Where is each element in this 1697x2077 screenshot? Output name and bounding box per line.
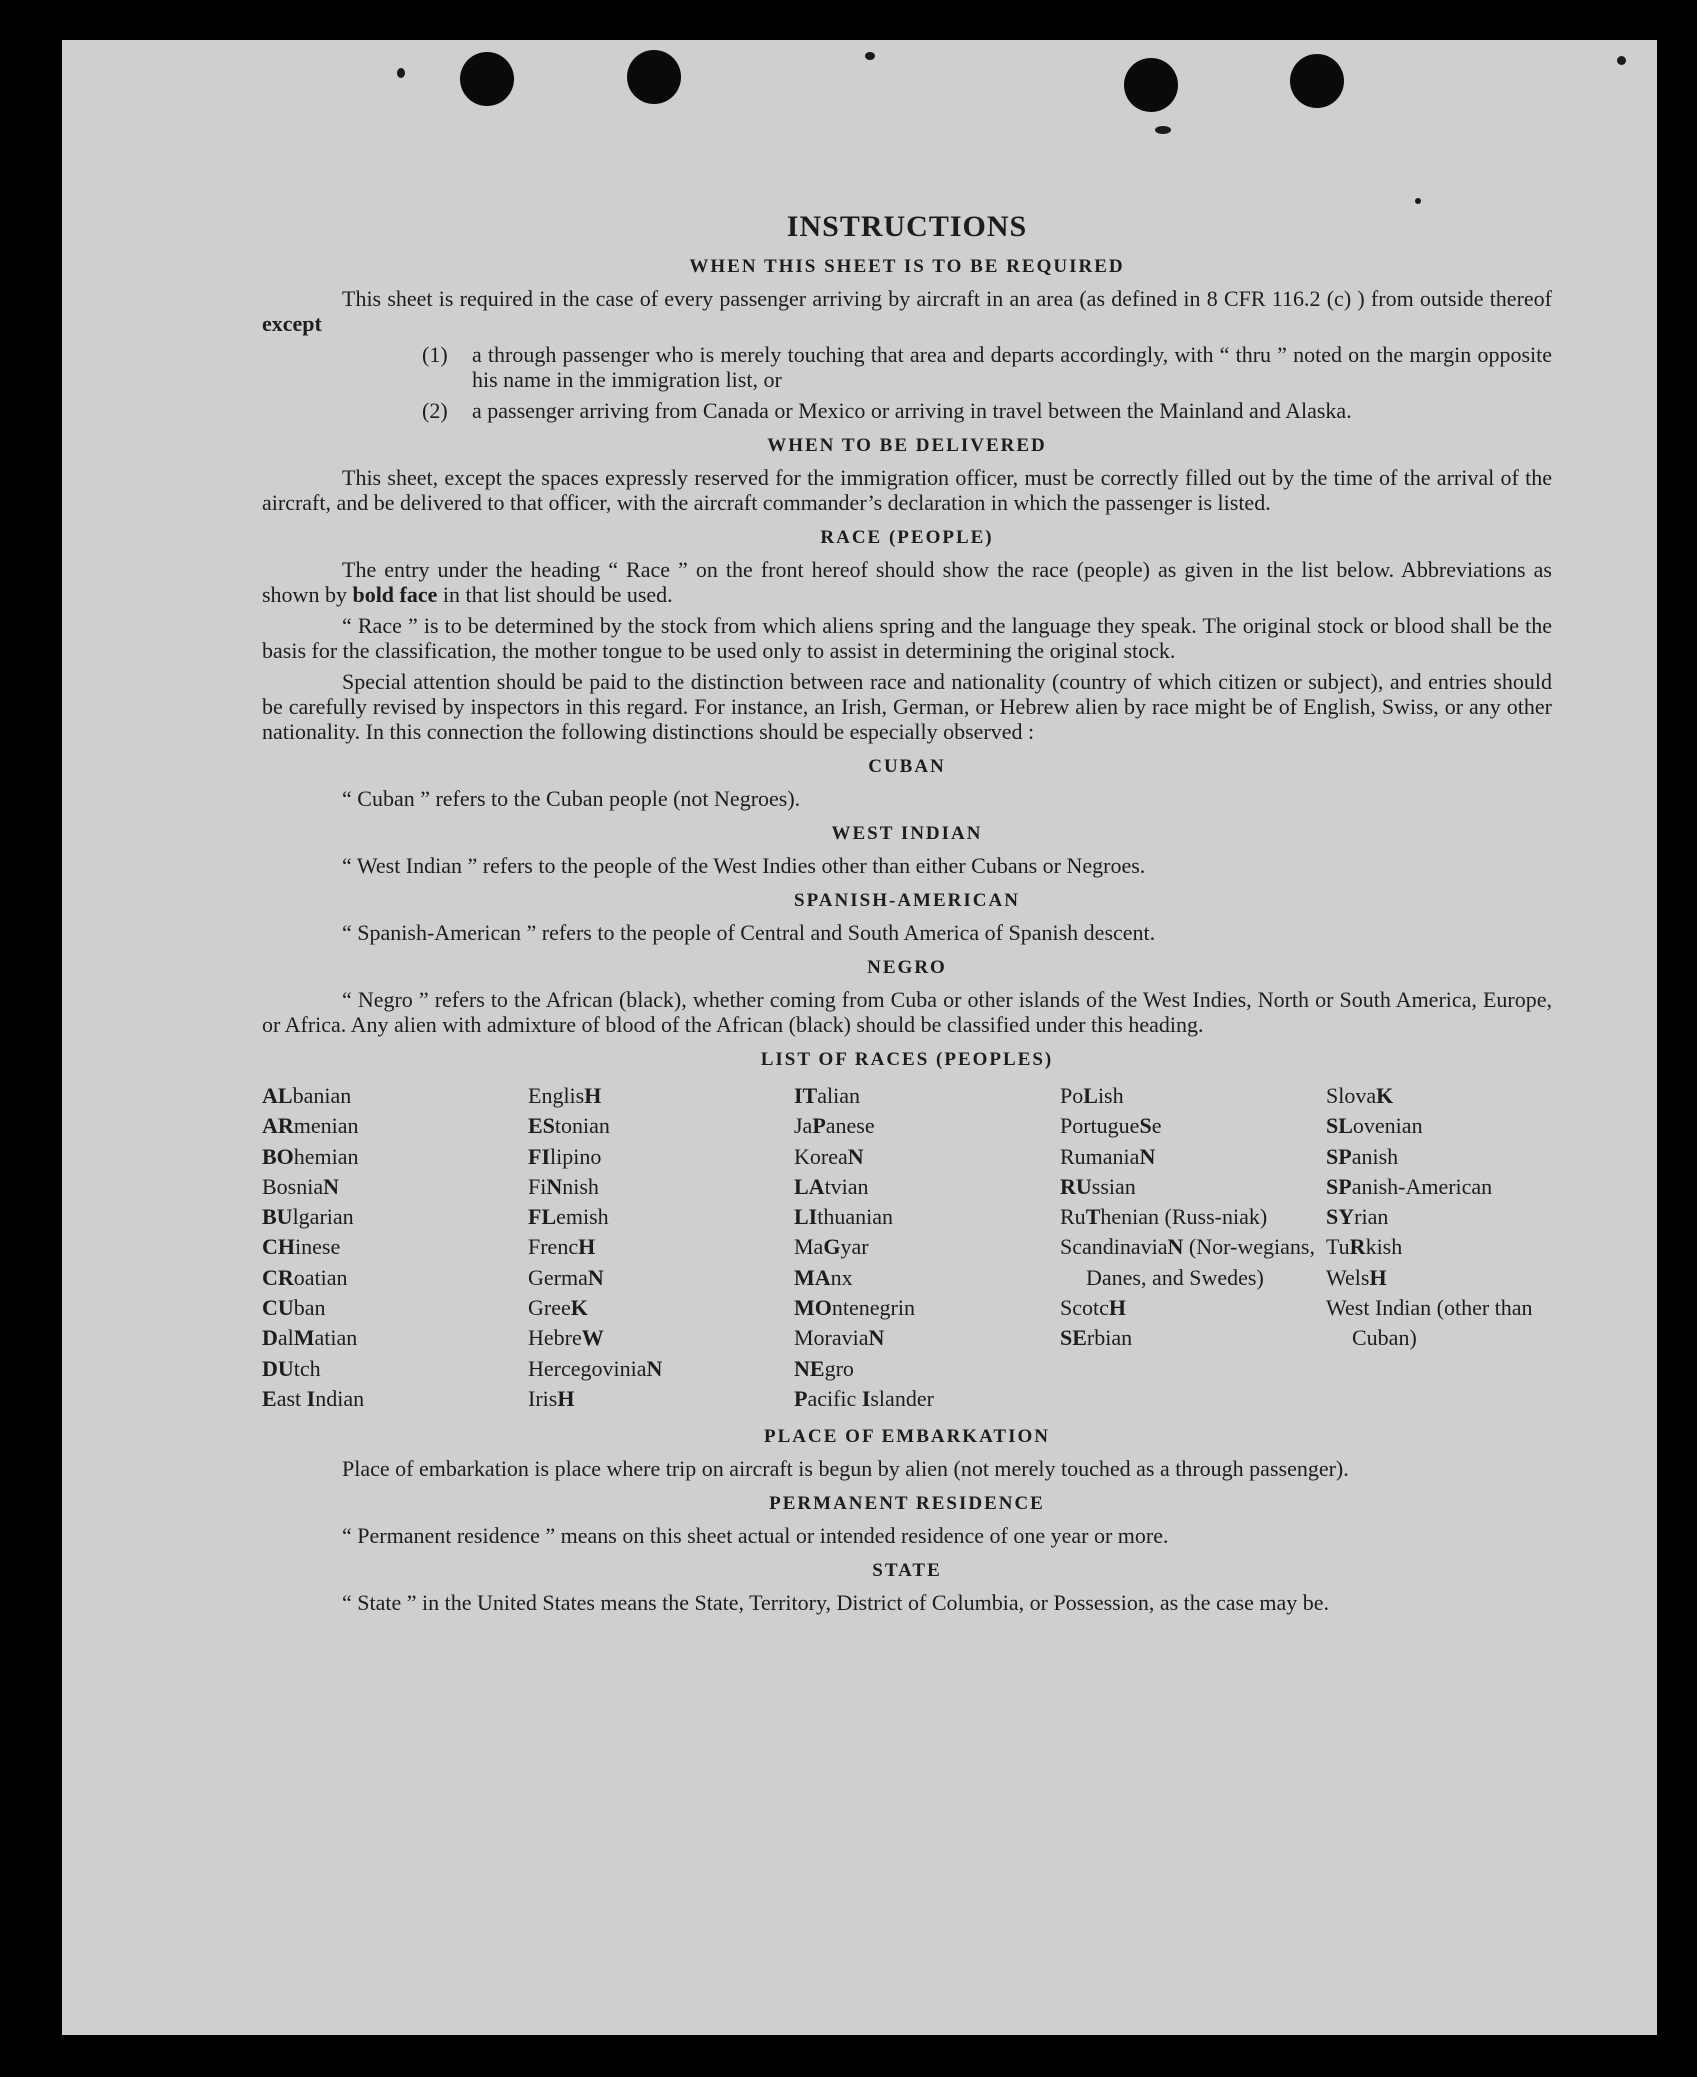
race-name-part: tvian	[824, 1173, 869, 1199]
race-abbreviation: N	[1167, 1234, 1184, 1260]
race-abbreviation: I	[861, 1385, 871, 1411]
race-name-part: yar	[840, 1234, 869, 1260]
punch-hole	[1290, 54, 1344, 108]
spanish-american-text: “ Spanish-American ” refers to the people of Central and South America of Spanish descent.	[342, 920, 1156, 945]
punch-hole	[627, 50, 681, 104]
ink-speck	[865, 52, 875, 60]
race-abbreviation: CH	[262, 1234, 295, 1260]
race-entry	[1326, 1172, 1556, 1202]
race-abbreviation: W	[581, 1325, 604, 1351]
race-name-part: Ja	[794, 1113, 813, 1139]
race-name-part: Hercegovinia	[528, 1355, 647, 1381]
race-abbreviation: CU	[262, 1295, 294, 1321]
race-entry	[262, 1172, 528, 1202]
race-name-part: nx	[830, 1264, 853, 1290]
page-title: INSTRUCTIONS	[786, 210, 1028, 243]
race-name-part: menian	[293, 1113, 359, 1139]
race-name-part: Ma	[794, 1234, 824, 1260]
ink-speck	[1617, 56, 1626, 65]
race-name-part: slander	[870, 1385, 934, 1411]
race-entry	[262, 1081, 528, 1111]
race-name-part: banian	[292, 1083, 352, 1108]
race-abbreviation: LI	[794, 1204, 818, 1230]
exception-item: (2) a passenger arriving from Canada or Mexico or arriving in travel between the Mainland and Alaska.	[422, 398, 1352, 423]
race-name-part: henian (Russ-niak)	[1100, 1204, 1268, 1230]
race-abbreviation: SE	[1060, 1325, 1087, 1351]
race-entry	[262, 1263, 528, 1293]
race-name-part: gro	[824, 1355, 854, 1381]
race-paragraph-2: “ Race ” is to be determined by the stock from which aliens spring and the language they speak. The original stock or blood shall be the basis for the classification, the mother tongue to be used only to assist in determining the original stock.	[262, 613, 1552, 663]
race-name-part: atian	[314, 1325, 358, 1351]
race-abbreviation: H	[557, 1385, 575, 1411]
race-name-part: Scandinavia	[1060, 1234, 1168, 1260]
race-name-part: Hebre	[528, 1325, 582, 1351]
race-entry	[794, 1354, 1060, 1384]
race-abbreviation: AL	[262, 1083, 293, 1108]
state-text: “ State ” in the United States means the State, Territory, District of Columbia, or Possession, as the case may be.	[342, 1590, 1330, 1616]
race-abbreviation: BO	[262, 1143, 294, 1169]
race-entry	[1326, 1263, 1556, 1293]
heading-race: RACE (PEOPLE)	[820, 527, 994, 548]
race-entry	[794, 1384, 1060, 1414]
race-entry	[794, 1323, 1060, 1353]
race-name-part: Rumania	[1060, 1143, 1140, 1169]
race-abbreviation: H	[1369, 1264, 1387, 1290]
race-abbreviation: AR	[262, 1113, 294, 1139]
race-entry	[262, 1111, 528, 1141]
race-entry	[794, 1293, 1060, 1323]
race-entry	[528, 1111, 794, 1141]
race-name-part: nish	[562, 1173, 599, 1199]
race-name-part: anese	[825, 1113, 875, 1139]
race-abbreviation: H	[1108, 1295, 1127, 1321]
race-name-part: anish-American	[1351, 1173, 1493, 1199]
race-abbreviation: SP	[1326, 1173, 1352, 1199]
race-entry	[794, 1172, 1060, 1202]
race-entry	[1060, 1142, 1326, 1172]
race-entry	[528, 1081, 794, 1111]
negro-text: “ Negro ” refers to the African (black), whether coming from Cuba or other islands of the West Indies, North or South America, Europe, or Africa. Any alien with admixture of blood of the African (black) should be classified under this heading.	[262, 987, 1552, 1037]
heading-embarkation: PLACE OF EMBARKATION	[764, 1426, 1050, 1448]
race-entry	[1060, 1232, 1326, 1293]
race-abbreviation: K	[1376, 1083, 1394, 1108]
race-abbreviation: E	[262, 1385, 277, 1411]
race-abbreviation: S	[1139, 1113, 1152, 1139]
race-entry	[1326, 1142, 1556, 1172]
ink-speck	[397, 68, 405, 78]
heading-list-of-races: LIST OF RACES (PEOPLES)	[760, 1049, 1054, 1070]
race-abbreviation: N	[323, 1173, 340, 1199]
race-name-part: al	[277, 1325, 294, 1351]
document-page	[62, 40, 1657, 2035]
race-name-part: ban	[293, 1295, 326, 1321]
race-entry	[528, 1384, 794, 1414]
race-column	[794, 1081, 1060, 1414]
cuban-text: “ Cuban ” refers to the Cuban people (not Negroes).	[342, 786, 801, 811]
race-abbreviation: SP	[1326, 1143, 1352, 1169]
race-entry	[1060, 1172, 1326, 1202]
race-name-part: West Indian (other than Cuban)	[1326, 1295, 1533, 1351]
heading-cuban: CUBAN	[868, 756, 946, 777]
race-paragraph-1: The entry under the heading “ Race ” on the front hereof should show the race (people) as given in the list below. Abbreviations as shown by bold face in that list should be used.	[262, 557, 1552, 607]
race-name-part: tonian	[554, 1113, 610, 1139]
race-name-part: ish	[1097, 1083, 1124, 1108]
race-name-part: Korea	[794, 1143, 848, 1169]
race-abbreviation: SY	[1326, 1204, 1355, 1230]
race-name-part: Moravia	[794, 1325, 869, 1351]
race-abbreviation: L	[1083, 1083, 1098, 1108]
race-name-part: lipino	[550, 1143, 602, 1169]
race-name-part: Scotc	[1060, 1295, 1109, 1321]
race-entry	[262, 1142, 528, 1172]
race-abbreviation: G	[823, 1234, 841, 1260]
race-abbreviation: N	[847, 1143, 864, 1169]
race-column	[1060, 1081, 1326, 1414]
race-entry	[262, 1293, 528, 1323]
race-entry	[1060, 1111, 1326, 1141]
race-entry	[1326, 1202, 1556, 1232]
race-entry	[794, 1263, 1060, 1293]
race-entry	[528, 1172, 794, 1202]
race-name-part: oatian	[293, 1264, 348, 1290]
race-name-part: ntenegrin	[831, 1295, 915, 1321]
race-name-part: Slova	[1326, 1083, 1377, 1108]
race-entry	[1326, 1293, 1556, 1354]
race-abbreviation: DU	[262, 1355, 294, 1381]
race-name-part: ssian	[1091, 1173, 1136, 1199]
race-entry	[1060, 1293, 1326, 1323]
race-entry	[262, 1323, 528, 1353]
race-name-part: anish	[1351, 1143, 1399, 1169]
race-abbreviation: N	[587, 1264, 604, 1290]
race-column	[1326, 1081, 1556, 1414]
race-abbreviation: LA	[794, 1173, 825, 1199]
race-name-part: (Nor-wegians, Danes, and Swedes)	[1086, 1234, 1315, 1290]
race-name-part: thuanian	[817, 1204, 894, 1230]
race-abbreviation: P	[794, 1385, 808, 1411]
race-abbreviation: P	[812, 1113, 826, 1139]
race-abbreviation: SL	[1326, 1113, 1353, 1139]
race-abbreviation: N	[868, 1325, 885, 1351]
race-name-part: kish	[1365, 1234, 1403, 1260]
permanent-residence-text: “ Permanent residence ” means on this sheet actual or intended residence of one year or more.	[342, 1523, 1169, 1549]
race-name-part: e	[1151, 1113, 1162, 1139]
race-name-part: Frenc	[528, 1234, 579, 1260]
punch-hole	[460, 52, 514, 106]
race-name-part: inese	[295, 1234, 341, 1260]
race-abbreviation: H	[584, 1083, 602, 1108]
heading-west-indian: WEST INDIAN	[831, 823, 983, 844]
race-entry	[1326, 1232, 1556, 1262]
race-abbreviation: ES	[528, 1113, 555, 1139]
race-entry	[262, 1354, 528, 1384]
race-name-part: Ru	[1060, 1204, 1086, 1230]
race-name-part: lgarian	[292, 1204, 354, 1230]
race-name-part: Germa	[528, 1264, 588, 1290]
race-column	[528, 1081, 794, 1414]
race-name-part: Tu	[1326, 1234, 1350, 1260]
race-name-part: emish	[556, 1204, 609, 1230]
race-name-part: acific	[807, 1385, 862, 1411]
race-entry	[1060, 1202, 1326, 1232]
heading-state: STATE	[872, 1560, 942, 1582]
heading-when-required: WHEN THIS SHEET IS TO BE REQUIRED	[689, 256, 1125, 277]
race-abbreviation: N	[546, 1173, 563, 1199]
race-abbreviation: FI	[528, 1143, 550, 1169]
race-entry	[528, 1293, 794, 1323]
race-name-part: Gree	[528, 1295, 571, 1321]
punch-hole	[1124, 58, 1178, 112]
race-name-part: Bosnia	[262, 1173, 324, 1199]
race-abbreviation: CR	[262, 1264, 294, 1290]
race-entry	[794, 1142, 1060, 1172]
race-name-part: hemian	[293, 1143, 359, 1169]
race-name-part: ndian	[315, 1385, 365, 1411]
race-abbreviation: NE	[794, 1355, 825, 1381]
race-paragraph-3: Special attention should be paid to the distinction between race and nationality (country of which citizen or subject), and entries should be carefully revised by inspectors in this regard. For instance, an Irish, German, or Hebrew alien by race might be of English, Swiss, or any other nationality. In this connection the following distinctions should be especially observed :	[262, 669, 1552, 744]
race-abbreviation: N	[1139, 1143, 1156, 1169]
race-entry	[528, 1323, 794, 1353]
race-name-part: Englis	[528, 1083, 585, 1108]
race-entry	[794, 1081, 1060, 1111]
race-name-part: Wels	[1326, 1264, 1370, 1290]
race-entry	[794, 1232, 1060, 1262]
heading-spanish-american: SPANISH-AMERICAN	[794, 890, 1020, 911]
race-entry	[1060, 1081, 1326, 1111]
ink-speck	[1415, 198, 1421, 204]
exception-item: (1) a through passenger who is merely touching that area and departs accordingly, with “ thru ” noted on the margin opposite his name in the immigration list, or	[422, 342, 1552, 392]
race-abbreviation: FL	[528, 1204, 557, 1230]
heading-negro: NEGRO	[867, 957, 947, 978]
when-delivered-text: This sheet, except the spaces expressly reserved for the immigration officer, must be correctly filled out by the time of the arrival of the aircraft, and be delivered to that officer, with the aircraft commander’s declaration in which the passenger is listed.	[262, 465, 1552, 515]
race-abbreviation: M	[293, 1325, 315, 1351]
race-entry	[262, 1202, 528, 1232]
race-entry	[262, 1232, 528, 1262]
race-name-part: ovenian	[1352, 1113, 1423, 1139]
west-indian-text: “ West Indian ” refers to the people of the West Indies other than either Cubans or Negroes.	[342, 853, 1146, 878]
heading-permanent-residence: PERMANENT RESIDENCE	[769, 1493, 1045, 1515]
heading-when-delivered: WHEN TO BE DELIVERED	[767, 435, 1047, 456]
race-abbreviation: MO	[794, 1295, 832, 1321]
race-abbreviation: K	[570, 1295, 588, 1321]
race-abbreviation: IT	[794, 1083, 818, 1108]
race-entry	[1060, 1323, 1326, 1353]
instructions-body	[262, 210, 1552, 1615]
race-entry	[794, 1111, 1060, 1141]
race-name-part: Portugue	[1060, 1113, 1140, 1139]
race-name-part: rian	[1354, 1204, 1389, 1230]
list-of-races	[262, 1081, 1552, 1414]
race-name-part: Fi	[528, 1173, 547, 1199]
race-entry	[528, 1354, 794, 1384]
race-entry	[528, 1202, 794, 1232]
race-abbreviation: RU	[1060, 1173, 1092, 1199]
race-entry	[1326, 1081, 1556, 1111]
race-abbreviation: D	[262, 1325, 278, 1351]
race-entry	[794, 1202, 1060, 1232]
embarkation-text: Place of embarkation is place where trip on aircraft is begun by alien (not merely touched as a through passenger).	[342, 1456, 1349, 1482]
race-entry	[1326, 1111, 1556, 1141]
race-abbreviation: R	[1349, 1234, 1366, 1260]
race-name-part: alian	[817, 1083, 861, 1108]
race-entry	[262, 1384, 528, 1414]
race-abbreviation: BU	[262, 1204, 293, 1230]
race-abbreviation: H	[578, 1234, 596, 1260]
race-column	[262, 1081, 528, 1414]
race-name-part: Iris	[528, 1385, 558, 1411]
race-name-part: ast	[276, 1385, 307, 1411]
race-abbreviation: T	[1085, 1204, 1101, 1230]
race-entry	[528, 1142, 794, 1172]
race-entry	[528, 1232, 794, 1262]
ink-speck	[1155, 126, 1171, 134]
race-abbreviation: MA	[794, 1264, 831, 1290]
race-entry	[528, 1263, 794, 1293]
race-name-part: Po	[1060, 1083, 1084, 1108]
race-name-part: rbian	[1086, 1325, 1133, 1351]
race-abbreviation: I	[306, 1385, 316, 1411]
race-name-part: tch	[293, 1355, 321, 1381]
race-abbreviation: N	[646, 1355, 663, 1381]
when-required-intro: This sheet is required in the case of every passenger arriving by aircraft in an area (as defined in 8 CFR 116.2 (c) ) from outside thereof except	[262, 286, 1552, 336]
